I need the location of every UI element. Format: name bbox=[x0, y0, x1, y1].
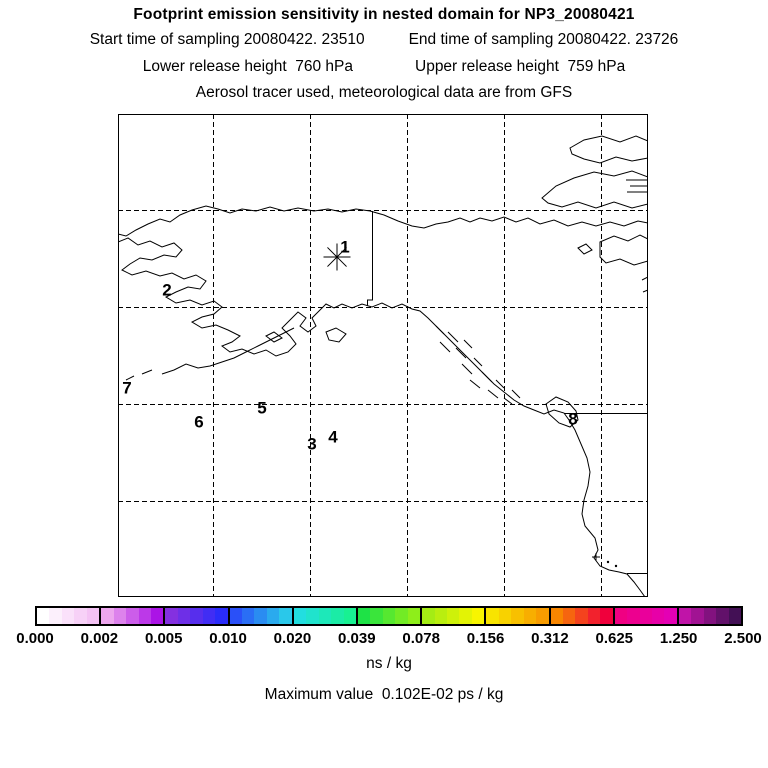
max-value-text: Maximum value 0.102E-02 ps / kg bbox=[264, 686, 504, 703]
political-borders bbox=[368, 211, 649, 574]
colorbar-cell bbox=[139, 608, 151, 624]
colorbar-cell bbox=[615, 608, 627, 624]
colorbar-cell bbox=[230, 608, 242, 624]
station-marker-label: 3 bbox=[307, 434, 317, 454]
colorbar-cell bbox=[331, 608, 343, 624]
colorbar-cell bbox=[435, 608, 447, 624]
colorbar-cell bbox=[524, 608, 536, 624]
colorbar-cell bbox=[627, 608, 639, 624]
colorbar-cell bbox=[408, 608, 420, 624]
colorbar-cell bbox=[691, 608, 703, 624]
colorbar-tick-label: 0.005 bbox=[144, 630, 183, 647]
colorbar-units-label: ns / kg bbox=[366, 655, 412, 672]
coast-details bbox=[592, 553, 600, 561]
colorbar-cell bbox=[499, 608, 511, 624]
colorbar-cell bbox=[126, 608, 138, 624]
colorbar-cell bbox=[472, 608, 484, 624]
colorbar-cell bbox=[640, 608, 652, 624]
colorbar-segment bbox=[163, 608, 227, 624]
sampling-times-line bbox=[0, 31, 768, 49]
colorbar-segment bbox=[613, 608, 677, 624]
colorbar-cell bbox=[344, 608, 356, 624]
colorbar-cell bbox=[319, 608, 331, 624]
colorbar-tick-label: 0.039 bbox=[338, 630, 376, 647]
colorbar-cell bbox=[203, 608, 215, 624]
colorbar-tick-label: 0.002 bbox=[80, 630, 119, 647]
arctic-islands bbox=[542, 136, 648, 292]
colorbar-tick-label: 0.156 bbox=[466, 630, 505, 647]
station-marker-label: 1 bbox=[340, 237, 350, 257]
colorbar-cell bbox=[536, 608, 548, 624]
colorbar-cell bbox=[679, 608, 691, 624]
colorbar-segment bbox=[99, 608, 163, 624]
colorbar-cell bbox=[383, 608, 395, 624]
colorbar-cell bbox=[563, 608, 575, 624]
colorbar-segment bbox=[37, 608, 99, 624]
map-panel bbox=[118, 114, 648, 597]
colorbar-cell bbox=[652, 608, 664, 624]
upper-release-text: Upper release height 759 hPa bbox=[415, 58, 626, 75]
colorbar-cell bbox=[422, 608, 434, 624]
colorbar-tick-label: 0.625 bbox=[595, 630, 634, 647]
colorbar-cell bbox=[551, 608, 563, 624]
colorbar-segment bbox=[484, 608, 548, 624]
colorbar-cell bbox=[87, 608, 99, 624]
colorbar-cell bbox=[151, 608, 163, 624]
station-marker-label: 8 bbox=[568, 409, 578, 429]
map-frame bbox=[119, 115, 648, 597]
colorbar-cell bbox=[62, 608, 74, 624]
colorbar-cell bbox=[215, 608, 227, 624]
colorbar bbox=[35, 606, 743, 626]
map-canvas bbox=[118, 114, 648, 597]
colorbar-cell bbox=[486, 608, 498, 624]
colorbar-tick-label: 0.020 bbox=[273, 630, 312, 647]
release-heights-line bbox=[0, 58, 768, 76]
colorbar-cell bbox=[242, 608, 254, 624]
colorbar-cell bbox=[74, 608, 86, 624]
coastlines bbox=[118, 136, 648, 597]
station-marker-label: 7 bbox=[122, 378, 132, 398]
colorbar-cell bbox=[279, 608, 291, 624]
colorbar-cell bbox=[664, 608, 676, 624]
colorbar-cell bbox=[575, 608, 587, 624]
colorbar-tick-label: 1.250 bbox=[659, 630, 698, 647]
colorbar-ticks bbox=[16, 630, 762, 650]
colorbar-cell bbox=[511, 608, 523, 624]
colorbar-cell bbox=[267, 608, 279, 624]
station-marker-label: 5 bbox=[257, 398, 267, 418]
colorbar-tick-label: 0.010 bbox=[209, 630, 247, 647]
colorbar-cell bbox=[101, 608, 113, 624]
colorbar-cell bbox=[306, 608, 318, 624]
colorbar-tick-label: 2.500 bbox=[724, 630, 762, 647]
colorbar-cell bbox=[395, 608, 407, 624]
colorbar-tick-label: 0.000 bbox=[16, 630, 54, 647]
colorbar-tick-label: 0.078 bbox=[402, 630, 440, 647]
colorbar-segment bbox=[356, 608, 420, 624]
start-time-text: Start time of sampling 20080422. 23510 bbox=[89, 31, 365, 48]
panhandle-islands bbox=[436, 326, 520, 404]
aleutian-chain bbox=[126, 328, 294, 380]
colorbar-cell bbox=[447, 608, 459, 624]
latlon-grid bbox=[118, 114, 648, 597]
colorbar-cell bbox=[588, 608, 600, 624]
colorbar-cell bbox=[370, 608, 382, 624]
colorbar-segment bbox=[420, 608, 484, 624]
political-border-alaska-yukon bbox=[368, 211, 373, 306]
colorbar-segment bbox=[228, 608, 292, 624]
colorbar-cell bbox=[49, 608, 61, 624]
colorbar-cell bbox=[716, 608, 728, 624]
tracer-source-line: Aerosol tracer used, meteorological data are from GFS bbox=[195, 84, 573, 101]
colorbar-cell bbox=[600, 608, 612, 624]
small-islands bbox=[607, 561, 617, 567]
colorbar-cell bbox=[37, 608, 49, 624]
colorbar-cell bbox=[704, 608, 716, 624]
colorbar-cell bbox=[294, 608, 306, 624]
colorbar-cell bbox=[178, 608, 190, 624]
station-marker-label: 2 bbox=[162, 280, 172, 300]
station-marker-label: 6 bbox=[194, 412, 204, 432]
colorbar-cell bbox=[254, 608, 266, 624]
colorbar-cell bbox=[114, 608, 126, 624]
colorbar-cell bbox=[190, 608, 202, 624]
lower-release-text: Lower release height 760 hPa bbox=[142, 58, 353, 75]
colorbar-tick-label: 0.312 bbox=[531, 630, 569, 647]
end-time-text: End time of sampling 20080422. 23726 bbox=[408, 31, 679, 48]
colorbar-cell bbox=[459, 608, 471, 624]
figure-title: Footprint emission sensitivity in nested domain for NP3_20080421 bbox=[133, 6, 635, 23]
station-marker-label: 4 bbox=[328, 427, 338, 447]
colorbar-cell bbox=[358, 608, 370, 624]
colorbar-cell bbox=[729, 608, 741, 624]
colorbar-segment bbox=[677, 608, 741, 624]
colorbar-cell bbox=[165, 608, 177, 624]
colorbar-segment bbox=[292, 608, 356, 624]
colorbar-segment bbox=[549, 608, 613, 624]
